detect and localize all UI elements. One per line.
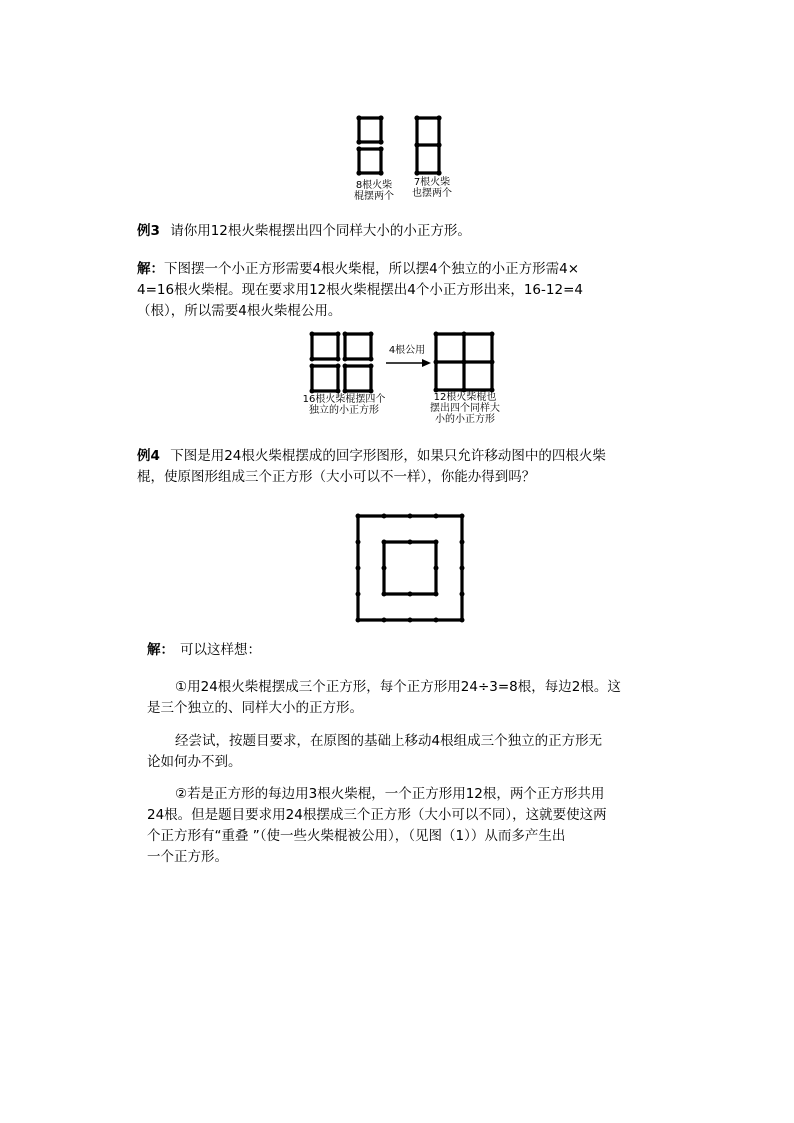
example4-label: 例4 <box>137 448 160 464</box>
arrow-label: 4根公用 <box>388 345 426 356</box>
solution3-label: 解： <box>137 261 164 277</box>
example3-label: 例3 <box>137 223 160 239</box>
caption-line: 棍摆两个 <box>354 191 394 202</box>
solution3-line2: 4=16根火柴棍。现在要求用12根火柴棍摆出4个小正方形出来，16-12=4 <box>137 282 583 298</box>
arrow-right-icon <box>386 358 432 368</box>
example3-text: 请你用12根火柴棍摆出四个同样大小的小正方形。 <box>170 223 471 239</box>
caption-line: 12根火柴棍也 <box>433 392 497 403</box>
solution4-p3-line4: 一个正方形。 <box>147 849 228 865</box>
caption-line: 摆出四个同样大 <box>430 403 500 414</box>
solution4-p3-line2: 24根。但是题目要求用24根摆成三个正方形（大小可以不同），这就要使这两 <box>147 807 607 823</box>
figure-four-separate-squares <box>305 330 385 396</box>
caption-line: 7根火柴 <box>413 177 451 188</box>
figure-two-squares-8-matches <box>350 112 390 180</box>
solution4-intro <box>147 640 261 661</box>
solution3-line3: （根），所以需要4根火柴棍公用。 <box>137 303 342 319</box>
example3-line <box>137 221 471 242</box>
solution4-p3-line1: ②若是正方形的每边用3根火柴棍，一个正方形用12根，两个正方形共用 <box>175 786 605 802</box>
solution4-p1-line1: ①用24根火柴棍摆成三个正方形，每个正方形用24÷3=8根，每边2根。这 <box>175 679 621 695</box>
figure-two-squares-7-matches <box>408 112 448 180</box>
solution4-p3-line3: 个正方形有“重叠 ”（使一些火柴棍被公用），（见图（1））从而多产生出 <box>147 828 566 844</box>
solution4-p2-line1: 经尝试，按题目要求，在原图的基础上移动4根组成三个独立的正方形无 <box>175 733 603 749</box>
example4-line1 <box>137 446 606 467</box>
caption-line: 也摆两个 <box>412 188 452 199</box>
solution4-p1-line2: 是三个独立的、同样大小的正方形。 <box>147 700 363 716</box>
solution4-p2-line2: 论如何办不到。 <box>147 754 242 770</box>
figure1-caption-right <box>404 177 460 199</box>
solution4-intro-text: 可以这样想： <box>180 642 261 658</box>
example4-line2: 棍，使原图形组成三个正方形（大小可以不一样），你能办得到吗？ <box>137 469 536 485</box>
figure-nested-squares-24-matches <box>352 510 468 626</box>
figure2-caption-left <box>296 394 392 416</box>
caption-line: 8根火柴 <box>355 180 393 191</box>
example4-text: 下图是用24根火柴棍摆成的回字形图形，如果只允许移动图中的四根火柴 <box>170 448 606 464</box>
caption-line: 16根火柴棍摆四个 <box>302 394 386 405</box>
caption-line: 小的小正方形 <box>435 414 495 425</box>
figure-four-shared-squares <box>428 330 508 396</box>
figure1-caption-left <box>346 180 402 202</box>
solution3-line1 <box>137 259 579 280</box>
figure2-caption-right <box>420 392 510 425</box>
solution4-label: 解： <box>147 642 174 658</box>
solution3-text: 下图摆一个小正方形需要4根火柴棍，所以摆4个独立的小正方形需4× <box>164 261 580 277</box>
caption-line: 独立的小正方形 <box>309 405 379 416</box>
